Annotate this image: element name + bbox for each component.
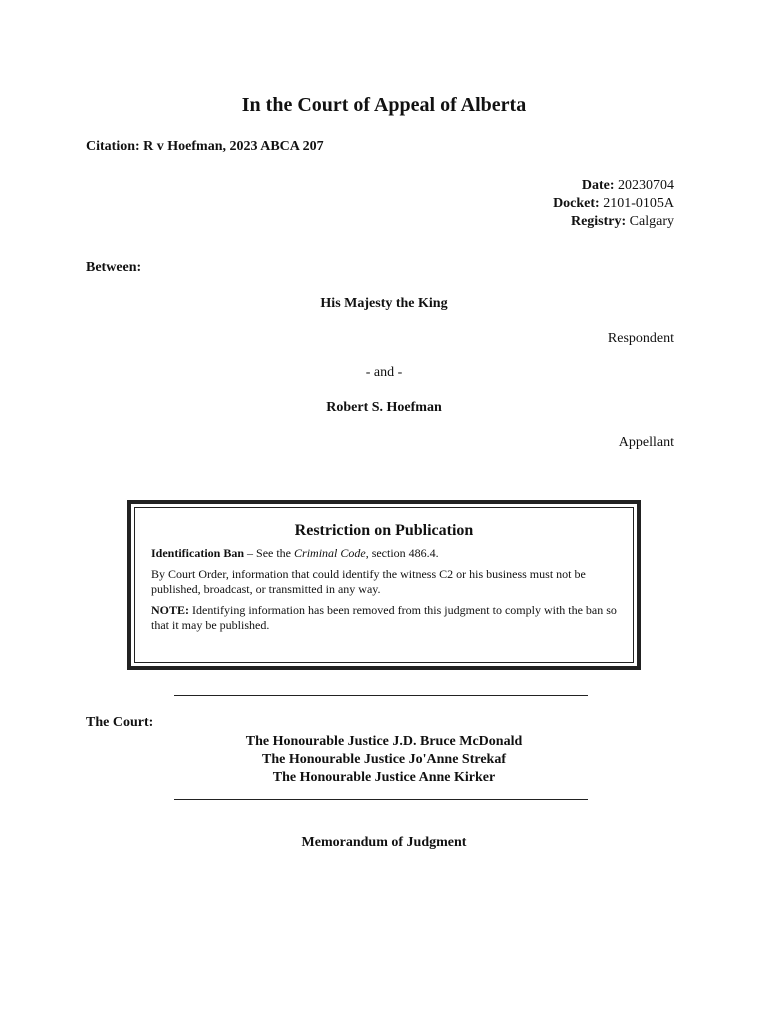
court-label: The Court: bbox=[86, 715, 154, 730]
note-line bbox=[151, 603, 617, 633]
note-text: Identifying information has been removed from this judgment to comply with the ban so that it may be published. bbox=[151, 603, 617, 632]
court-title: In the Court of Appeal of Alberta bbox=[241, 94, 527, 116]
citation-value: R v Hoefman, 2023 ABCA 207 bbox=[143, 139, 324, 154]
restriction-box-inner bbox=[134, 507, 634, 663]
ban-dash: – See the bbox=[244, 546, 295, 560]
ban-code: Criminal Code bbox=[294, 546, 366, 560]
registry-label: Registry: bbox=[570, 214, 627, 229]
restriction-title: Restriction on Publication bbox=[294, 522, 474, 539]
registry-value: Calgary bbox=[629, 214, 674, 229]
justice-1: The Honourable Justice J.D. Bruce McDonald bbox=[245, 734, 523, 749]
justice-2: The Honourable Justice Jo'Anne Strekaf bbox=[262, 752, 506, 767]
citation-label: Citation: bbox=[86, 139, 140, 154]
note-label: NOTE: bbox=[151, 603, 190, 617]
justices-list bbox=[0, 733, 768, 787]
ban-section: , section 486.4. bbox=[365, 546, 439, 560]
identification-ban-line bbox=[151, 546, 617, 561]
citation bbox=[86, 139, 324, 155]
top-divider bbox=[174, 695, 588, 696]
ban-label: Identification Ban bbox=[151, 546, 245, 560]
first-party-name: His Majesty the King bbox=[320, 296, 448, 311]
date-value: 20230704 bbox=[618, 178, 674, 193]
bottom-divider bbox=[174, 799, 588, 800]
judgment-type: Memorandum of Judgment bbox=[301, 835, 467, 850]
restriction-box bbox=[127, 500, 641, 670]
date-label: Date: bbox=[581, 178, 615, 193]
docket-value: 2101-0105A bbox=[603, 196, 674, 211]
docket-label: Docket: bbox=[553, 196, 600, 211]
docket-line bbox=[553, 194, 674, 213]
registry-line bbox=[571, 212, 674, 231]
first-party-role: Respondent bbox=[607, 331, 674, 346]
justice-3: The Honourable Justice Anne Kirker bbox=[272, 770, 496, 785]
between-label: Between: bbox=[86, 260, 142, 275]
court-order-text: By Court Order, information that could identify the witness C2 or his business must not be published, broadcast, or transmitted in any way. bbox=[151, 567, 586, 596]
party-separator: - and - bbox=[365, 365, 403, 380]
second-party-role: Appellant bbox=[618, 435, 674, 450]
date-line bbox=[582, 176, 674, 195]
second-party-name: Robert S. Hoefman bbox=[326, 400, 442, 415]
